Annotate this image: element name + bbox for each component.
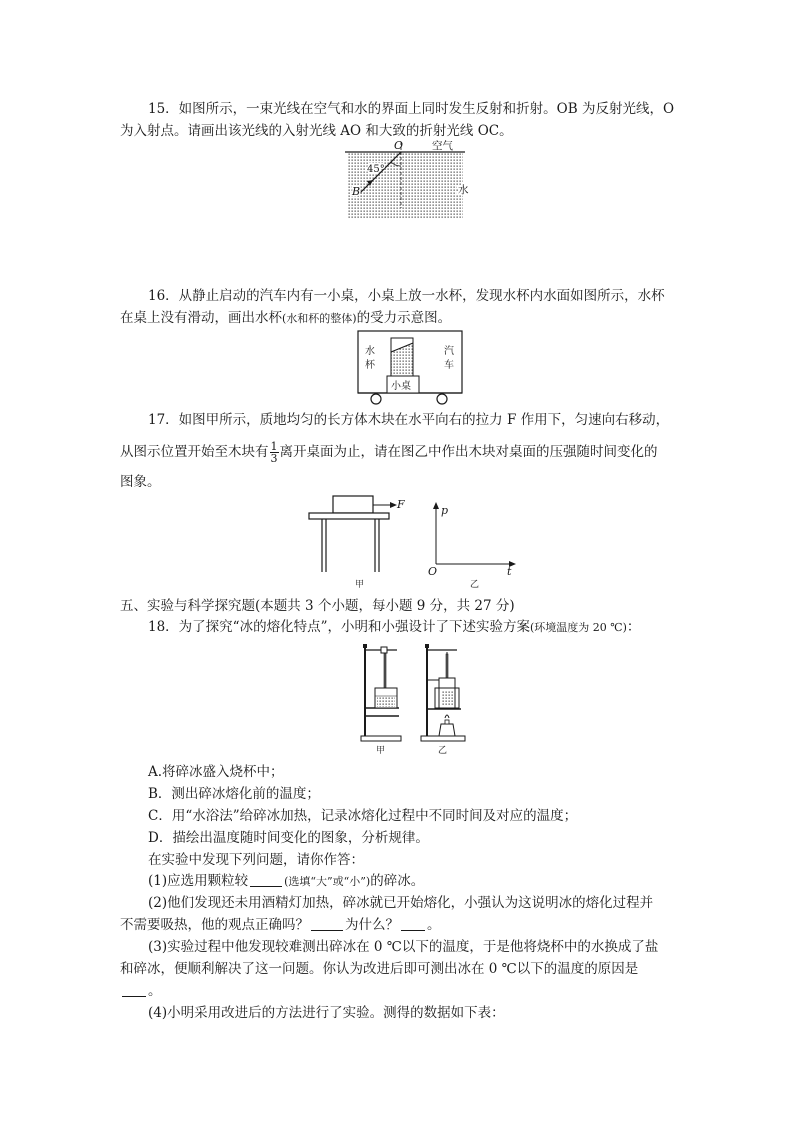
q16-line-2 [120, 308, 451, 329]
q18-p1-note: (选填“大”或“小”) [284, 875, 371, 888]
answer-blank-3[interactable] [401, 916, 425, 931]
q18-p3-post: 。 [148, 983, 162, 999]
q18-part-3-line-2: 和碎冰，便顺利解决了这一问题。你认为改进后即可测出冰在 0 ℃以下的温度的原因是 [120, 961, 639, 977]
q17-line-2 [120, 441, 658, 464]
q17-line-3: 图象。 [120, 474, 161, 490]
q16-line-2-pre: 在桌上没有滑动，画出水杯 [120, 310, 282, 326]
answer-blank-4[interactable] [122, 982, 146, 997]
wooden-block [333, 496, 373, 513]
air-label: 空气 [432, 140, 453, 152]
section-5-title: 五、实验与科学探究题(本题共 3 个小题，每小题 9 分，共 27 分) [120, 598, 515, 614]
fraction-denominator: 3 [270, 452, 278, 465]
q18-part-3-line-1: (3)实验过程中他发现较难测出碎冰在 0 ℃以下的温度，于是他将烧杯中的水换成了盐 [148, 939, 659, 955]
car-label-1: 汽 [444, 346, 454, 357]
q18-part-3-line-3 [120, 981, 162, 1001]
car-label-2: 车 [444, 360, 454, 371]
q18-p1-pre: (1)应选用颗粒较 [148, 873, 249, 889]
q18-part-2-line-2 [120, 915, 441, 935]
point-b-label: B [352, 185, 361, 198]
q15-line-1: 15．如图所示，一束光线在空气和水的界面上同时发生反射和折射。OB 为反射光线，O [148, 101, 675, 117]
apparatus-b [421, 644, 465, 741]
answer-blank-1[interactable] [250, 872, 282, 887]
q18-p2-post: 。 [427, 917, 441, 933]
q16-line-2-post: 的受力示意图。 [356, 310, 452, 326]
q16-car-figure [357, 330, 463, 406]
q17-line-2-pre: 从图示位置开始至木块有 [120, 444, 269, 460]
table-top [309, 513, 389, 519]
q16-line-1: 16．从静止启动的汽车内有一小桌，小桌上放一水杯，发现水杯内水面如图所示，水杯 [148, 288, 665, 304]
fraction-numerator: 1 [270, 440, 278, 453]
force-label: F [397, 498, 405, 511]
q18-step-b: B．测出碎冰熔化前的温度； [148, 786, 320, 802]
q18-step-c: C．用“水浴法”给碎冰加热，记录冰熔化过程中不同时间及对应的温度； [148, 808, 578, 824]
cup-label-2: 杯 [365, 360, 375, 371]
q18-figure-b-label: 乙 [438, 746, 448, 756]
angle-label: 45° [367, 164, 385, 175]
q18-part-1 [148, 871, 424, 892]
water-label: 水 [458, 184, 469, 196]
answer-blank-2[interactable] [311, 916, 343, 931]
q18-p1-post: 的碎冰。 [370, 873, 425, 889]
figure-b-label: 乙 [470, 580, 480, 590]
wheel-right [437, 394, 447, 404]
q18-part-2-line-1: (2)他们发现还未用酒精灯加热，碎冰就已开始熔化，小强认为这说明冰的熔化过程并 [148, 895, 654, 911]
q17-line-2-post: 离开桌面为止，请在图乙中作出木块对桌面的压强随时间变化的 [279, 444, 658, 460]
q18-step-a: A.将碎冰盛入烧杯中； [148, 764, 284, 780]
y-axis-label: p [441, 504, 449, 517]
q17-graph-figure [425, 502, 525, 590]
cup-label-1: 水 [365, 346, 375, 357]
q18-part-4: (4)小明采用改进后的方法进行了实验。测得的数据如下表： [148, 1005, 505, 1021]
origin-label: O [428, 565, 438, 578]
apparatus-a [361, 644, 401, 741]
one-third-fraction [270, 441, 279, 464]
q15-refraction-figure [345, 138, 469, 220]
table-label: 小桌 [391, 381, 411, 392]
q16-note: (水和杯的整体) [282, 312, 357, 325]
q18-p2-mid: 为什么？ [345, 917, 399, 933]
water-region [347, 152, 463, 218]
q18-figure-a-label: 甲 [376, 746, 386, 756]
q18-line-1 [148, 617, 640, 638]
q18-intro: 在实验中发现下列问题，请你作答： [148, 852, 364, 868]
q17-block-figure [305, 492, 425, 590]
q17-line-1: 17．如图甲所示，质地均匀的长方体木块在水平向右的拉力 F 作用下，匀速向右移动， [148, 412, 670, 428]
y-axis-arrow [433, 502, 439, 509]
pull-force-arrow [390, 502, 397, 508]
point-o-label: O [394, 139, 404, 152]
q18-line-1-pre: 18．为了探究“冰的熔化特点”，小明和小强设计了下述实验方案 [148, 619, 530, 635]
q15-line-2: 为入射点。请画出该光线的入射光线 AO 和大致的折射光线 OC。 [120, 123, 513, 139]
q18-step-d: D．描绘出温度随时间变化的图象，分析规律。 [148, 830, 429, 846]
q18-note: (环境温度为 20 ℃) [529, 621, 627, 634]
q18-line-1-post: ： [626, 619, 641, 635]
x-axis-label: t [507, 565, 512, 578]
figure-a-label: 甲 [355, 580, 365, 590]
q18-apparatus-figure [355, 640, 475, 758]
q18-p2-pre: 不需要吸热，他的观点正确吗？ [120, 917, 309, 933]
wheel-left [371, 394, 381, 404]
